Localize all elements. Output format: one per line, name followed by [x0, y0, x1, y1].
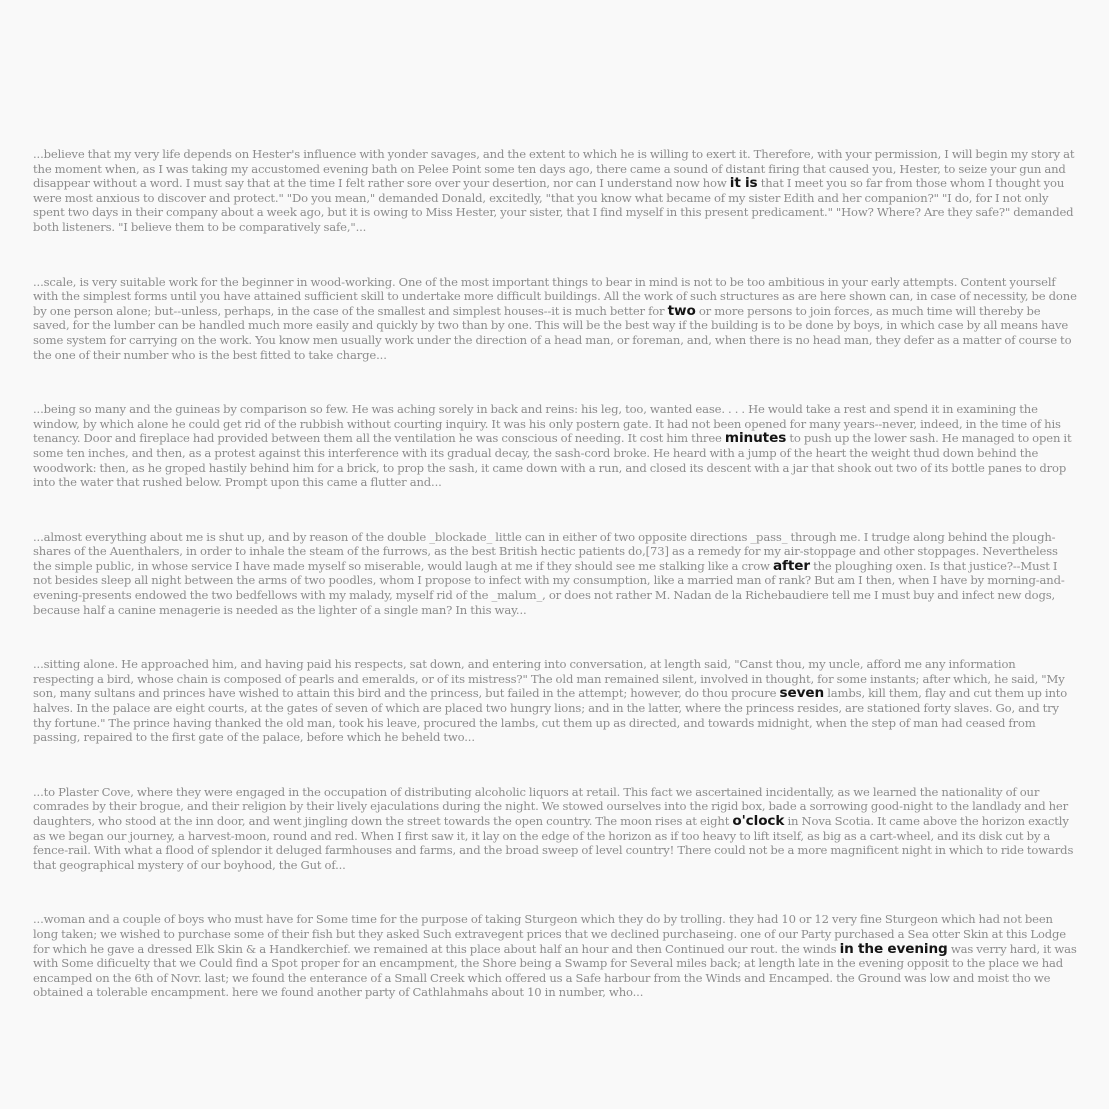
snippet-text-before: ...being so many and the guineas by comparison so few. He was aching sorely in back and reins: his leg, too, wanted ease. . . . He would take a rest and spend it in examining the window, by which alone he could get rid of the rubbish without courting inquiry. It was his only postern gate. It had not been opened for many years--never, indeed, in the time of his tenancy. Door and fireplace had provided between them all the ventilation he was conscious of needing. It cost him three: [33, 402, 1061, 446]
snippet-text-before: ...believe that my very life depends on Hester's influence with yonder savages, and the extent to which he is willing to exert it. Therefore, with your permission, I will begin my story at the moment when, as I was taking my accustomed evening bath on Pelee Point some ten days ago, there came a sound of distant firing that caused you, Hester, to seize your gun and disappear without a word. I must say that at the time I felt rather sore over your desertion, nor can I understand now how: [33, 147, 1075, 191]
snippet-text-after: lambs, kill them, flay and cut them up into halves. In the palace are eight courts, at the gates of seven of which are placed two hungry lions; and in the latter, where the princess resides, are stationed forty slaves. Go, and try thy fortune." The prince having thanked the old man, took his leave, procured the lambs, cut them up as directed, and towards midnight, when the step of man had ceased from passing, repaired to the first gate of the palace, before which he beheld two...: [33, 686, 1068, 745]
snippet-text-after: that I meet you so far from those whom I thought you were most anxious to discover and protect." "Do you mean," demanded Donald, excitedly, "that you know what became of my sister Edith and her companion?" "I do, for I not only spent two days in their company about a week ago, but it is owing to Miss Hester, your sister, that I find myself in this present predicament." "How? Where? Are they safe?" demanded both listeners. "I believe them to be comparatively safe,"...: [33, 176, 1074, 234]
text-snippet: [33, 530, 1079, 618]
snippet-text-before: ...sitting alone. He approached him, and having paid his respects, sat down, and entering into conversation, at length said, "Canst thou, my uncle, afford me any information respecting a bird, whose chain is composed of pearls and emeralds, or of its mistress?" The old man remained silent, involved in thought, for some instants; after which, he said, "My son, many sultans and princes have wished to attain this bird and the princess, but failed in the attempt; however, do thou procure: [33, 657, 1065, 701]
snippet-text-after: was verry hard, it was with Some dificuelty that we Could find a Spot proper for an encampment, the Shore being a Swamp for Several miles back; at length late in the evening opposit to the place we had encamped on the 6th of Novr. last; we found the enterance of a Small Creek which offered us a Safe harbour from the Winds and Encamped. the Ground was low and moist tho we obtained a tolerable encampment. here we found another party of Cathlahmahs about 10 in number, who...: [33, 941, 1077, 1000]
highlighted-phrase: it is: [729, 175, 758, 192]
snippet-text-before: ...almost everything about me is shut up, and by reason of the double _blockade_ little can in either of two opposite directions _pass_ through me. I trudge along behind the plough-shares of the Auenthalers, in order to inhale the steam of the furrows, as the best British hectic patients do,[73] as a remedy for my air-stoppage and other stoppages. Nevertheless the simple public, in whose service I have made myself so miserable, would laugh at me if they should see me stalking like a crow: [33, 529, 1058, 573]
snippet-text-before: ...scale, is very suitable work for the beginner in wood-working. One of the most important things to bear in mind is not to be too ambitious in your early attempts. Content yourself with the simplest forms until you have attained sufficient skill to undertake more difficult buildings. All the work of such structures as are here shown can, in case of necessity, be done by one person alone; but--unless, perhaps, in the case of the smallest and simplest houses--it is much better for: [33, 274, 1077, 318]
highlighted-phrase: two: [667, 302, 696, 319]
snippet-text-after: or more persons to join forces, as much time will thereby be saved, for the lumber can be handled much more easily and quickly by two than by one. This will be the best way if the building is to be done by boys, in which case by all means have some system for carrying on the work. You know men usually work under the direction of a head man, or foreman, and, when there is no head man, they defer as a matter of course to the one of their number who is the best fitted to take charge...: [33, 303, 1072, 362]
highlighted-phrase: o'clock: [732, 813, 785, 829]
snippet-text-after: in Nova Scotia. It came above the horizon exactly as we began our journey, a harvest-moon, round and red. When I first saw it, it lay on the edge of the horizon as if too heavy to lift itself, as big as a cart-wheel, and its disk cut by a fence-rail. With what a flood of splendor it deluged farmhouses and farms, and the broad sweep of level country! There could not be a more magnificent night in which to ride towards that geographical mystery of our boyhood, the Gut of...: [33, 814, 1074, 872]
highlighted-phrase: minutes: [724, 430, 787, 447]
snippet-text-before: ...woman and a couple of boys who must have for Some time for the purpose of taking Sturgeon which they do by trolling. they had 10 or 12 very fine Sturgeon which had not been long taken; we wished to purchase some of their fish but they asked Such extravegent prices that we declined purchaseing. one of our Party purchased a Sea otter Skin at this Lodge for which he gave a dressed Elk Skin & a Handkerchief. we remained at this place about half an hour and then Continued our rout. the winds: [33, 912, 1066, 956]
snippet-text-after: to push up the lower sash. He managed to open it some ten inches, and then, as a protest against this interference with its gradual decay, the sash-cord broke. He heard with a jump of the heart the weight thud down behind the woodwork: then, as he groped hastily behind him for a brick, to prop the sash, it came down with a run, and closed its descent with a jar that shook out two of its bottle panes to drop into the water that rushed below. Prompt upon this came a flutter and...: [33, 431, 1072, 490]
text-snippet: [33, 912, 1079, 1000]
highlighted-phrase: in the evening: [839, 940, 948, 957]
snippet-text-after: the ploughing oxen. Is that justice?--Must I not besides sleep all night between the arms of two poodles, whom I propose to infect with my consumption, like a married man of rank? But am I then, when I have by morning-and-evening-presents endowed the two bedfellows with my malady, myself rid of the _malum_, or does not rather M. Nadan de la Richebaudiere tell me I must buy and infect new dogs, because half a canine menagerie is needed as the lighter of a single man? In this way...: [33, 558, 1065, 617]
text-snippet: [33, 275, 1079, 363]
text-snippet: [33, 402, 1079, 490]
search-results-list: [33, 147, 1079, 1040]
snippet-text-before: ...to Plaster Cove, where they were engaged in the occupation of distributing alcoholic liquors at retail. This fact we ascertained incidentally, as we learned the nationality of our comrades by their brogue, and their religion by their lively ejaculations during the night. We stowed ourselves into the rigid box, bade a sorrowing good-night to the landlady and her daughters, who stood at the inn door, and went jingling down the street towards the open country. The moon rises at eight: [33, 784, 1069, 828]
text-snippet: [33, 785, 1079, 873]
highlighted-phrase: seven: [779, 685, 825, 702]
highlighted-phrase: after: [772, 557, 810, 574]
text-snippet: [33, 147, 1079, 235]
text-snippet: [33, 657, 1079, 745]
